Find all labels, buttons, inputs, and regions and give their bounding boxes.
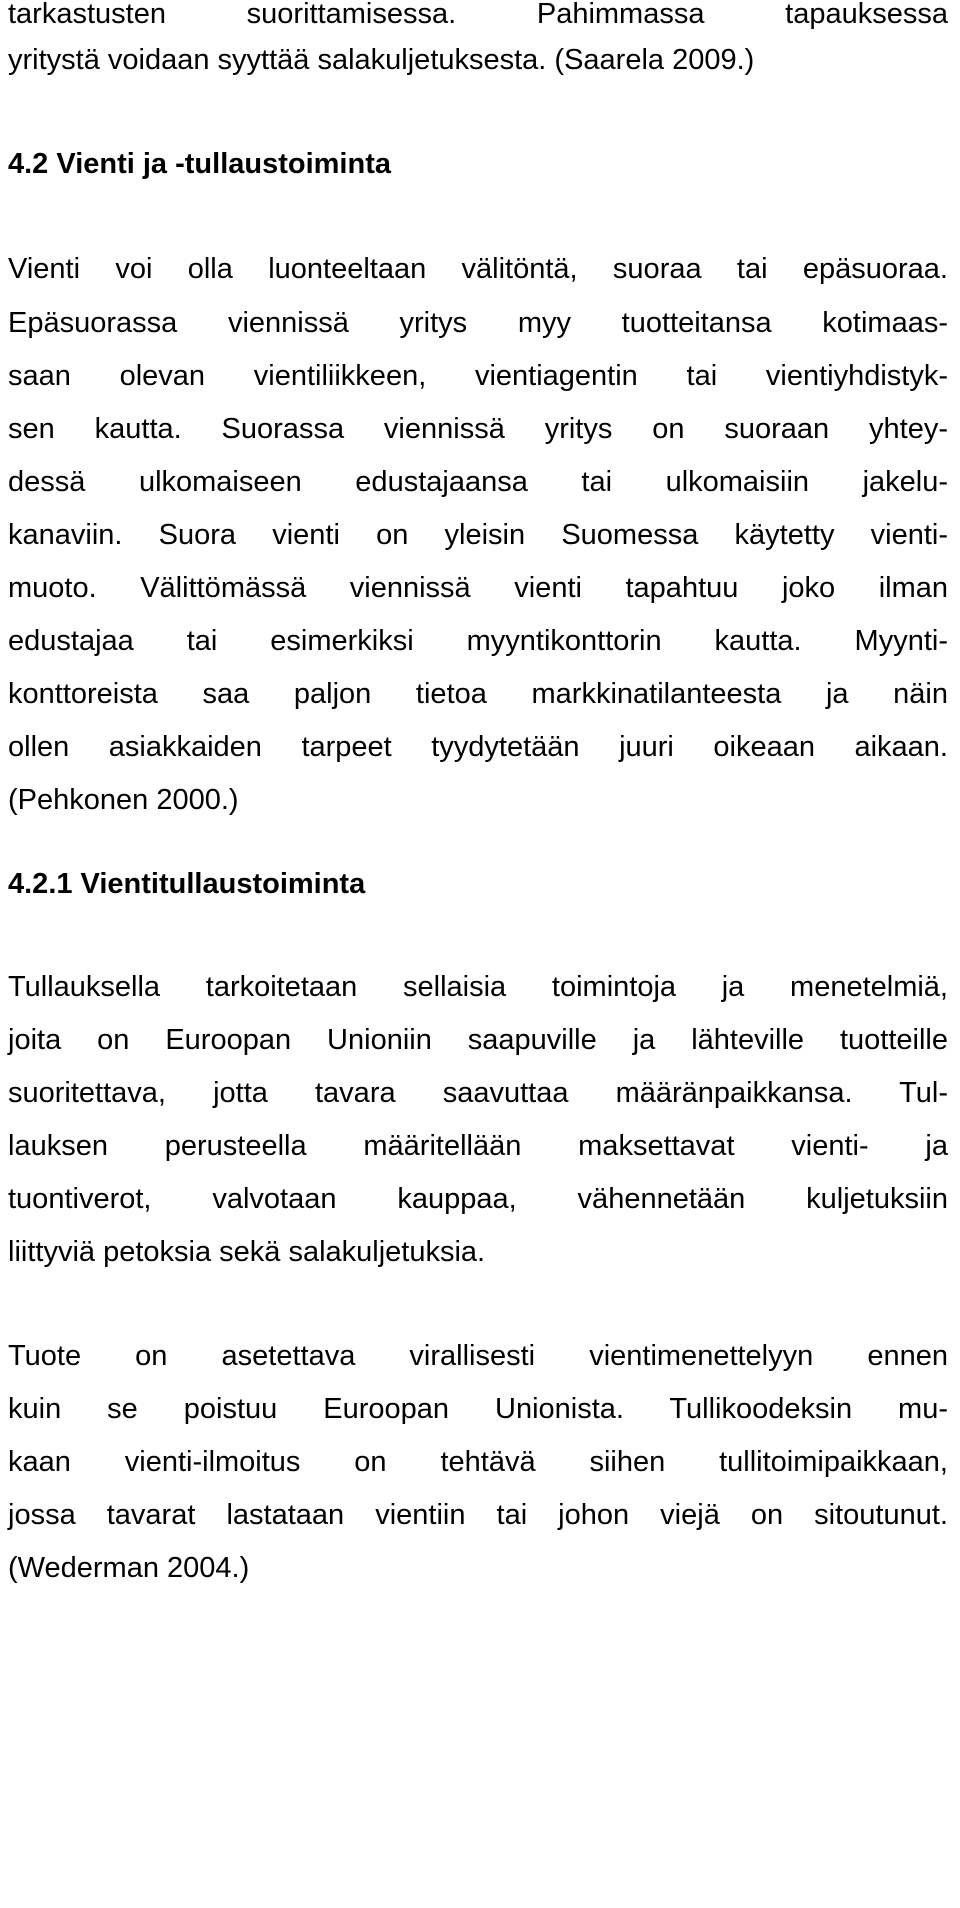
- paragraph-line: kaan vienti-ilmoitus on tehtävä siihen tullitoimipaikkaan,: [8, 1446, 948, 1478]
- section-heading: 4.2 Vienti ja -tullaustoiminta: [8, 148, 391, 180]
- paragraph-line: kanaviin. Suora vienti on yleisin Suomessa käytetty vienti-: [8, 519, 948, 551]
- paragraph-line: sen kautta. Suorassa viennissä yritys on suoraan yhtey-: [8, 413, 948, 445]
- paragraph-line: suoritettava, jotta tavara saavuttaa määränpaikkansa. Tul-: [8, 1077, 948, 1109]
- paragraph-line: ollen asiakkaiden tarpeet tyydytetään juuri oikeaan aikaan.: [8, 731, 948, 763]
- paragraph-line: (Wederman 2004.): [8, 1552, 250, 1584]
- paragraph-line: konttoreista saa paljon tietoa markkinatilanteesta ja näin: [8, 678, 948, 710]
- paragraph-line: tuontiverot, valvotaan kauppaa, vähennetään kuljetuksiin: [8, 1183, 948, 1215]
- paragraph-line: Tullauksella tarkoitetaan sellaisia toimintoja ja menetelmiä,: [8, 971, 948, 1003]
- paragraph-line: (Pehkonen 2000.): [8, 784, 239, 816]
- paragraph-line: Vienti voi olla luonteeltaan välitöntä, suoraa tai epäsuoraa.: [8, 253, 948, 285]
- paragraph-line: jossa tavarat lastataan vientiin tai johon viejä on sitoutunut.: [8, 1499, 948, 1531]
- paragraph-line: lauksen perusteella määritellään maksettavat vienti- ja: [8, 1130, 948, 1162]
- subsection-heading: 4.2.1 Vientitullaustoiminta: [8, 868, 366, 900]
- paragraph-line: dessä ulkomaiseen edustajaansa tai ulkomaisiin jakelu-: [8, 466, 948, 498]
- paragraph-line: Tuote on asetettava virallisesti vientimenettelyyn ennen: [8, 1340, 948, 1372]
- paragraph-line: muoto. Välittömässä viennissä vienti tapahtuu joko ilman: [8, 572, 948, 604]
- paragraph-line: kuin se poistuu Euroopan Unionista. Tullikoodeksin mu-: [8, 1393, 948, 1425]
- paragraph-line: edustajaa tai esimerkiksi myyntikonttorin kautta. Myynti-: [8, 625, 948, 657]
- intro-line: tarkastusten suorittamisessa. Pahimmassa tapauksessa: [8, 0, 948, 30]
- intro-line: yritystä voidaan syyttää salakuljetuksesta. (Saarela 2009.): [8, 44, 755, 76]
- paragraph-line: liittyviä petoksia sekä salakuljetuksia.: [8, 1236, 486, 1268]
- paragraph-line: saan olevan vientiliikkeen, vientiagentin tai vientiyhdistyk-: [8, 360, 948, 392]
- paragraph-line: Epäsuorassa viennissä yritys myy tuotteitansa kotimaas-: [8, 307, 948, 339]
- paragraph-line: joita on Euroopan Unioniin saapuville ja lähteville tuotteille: [8, 1024, 948, 1056]
